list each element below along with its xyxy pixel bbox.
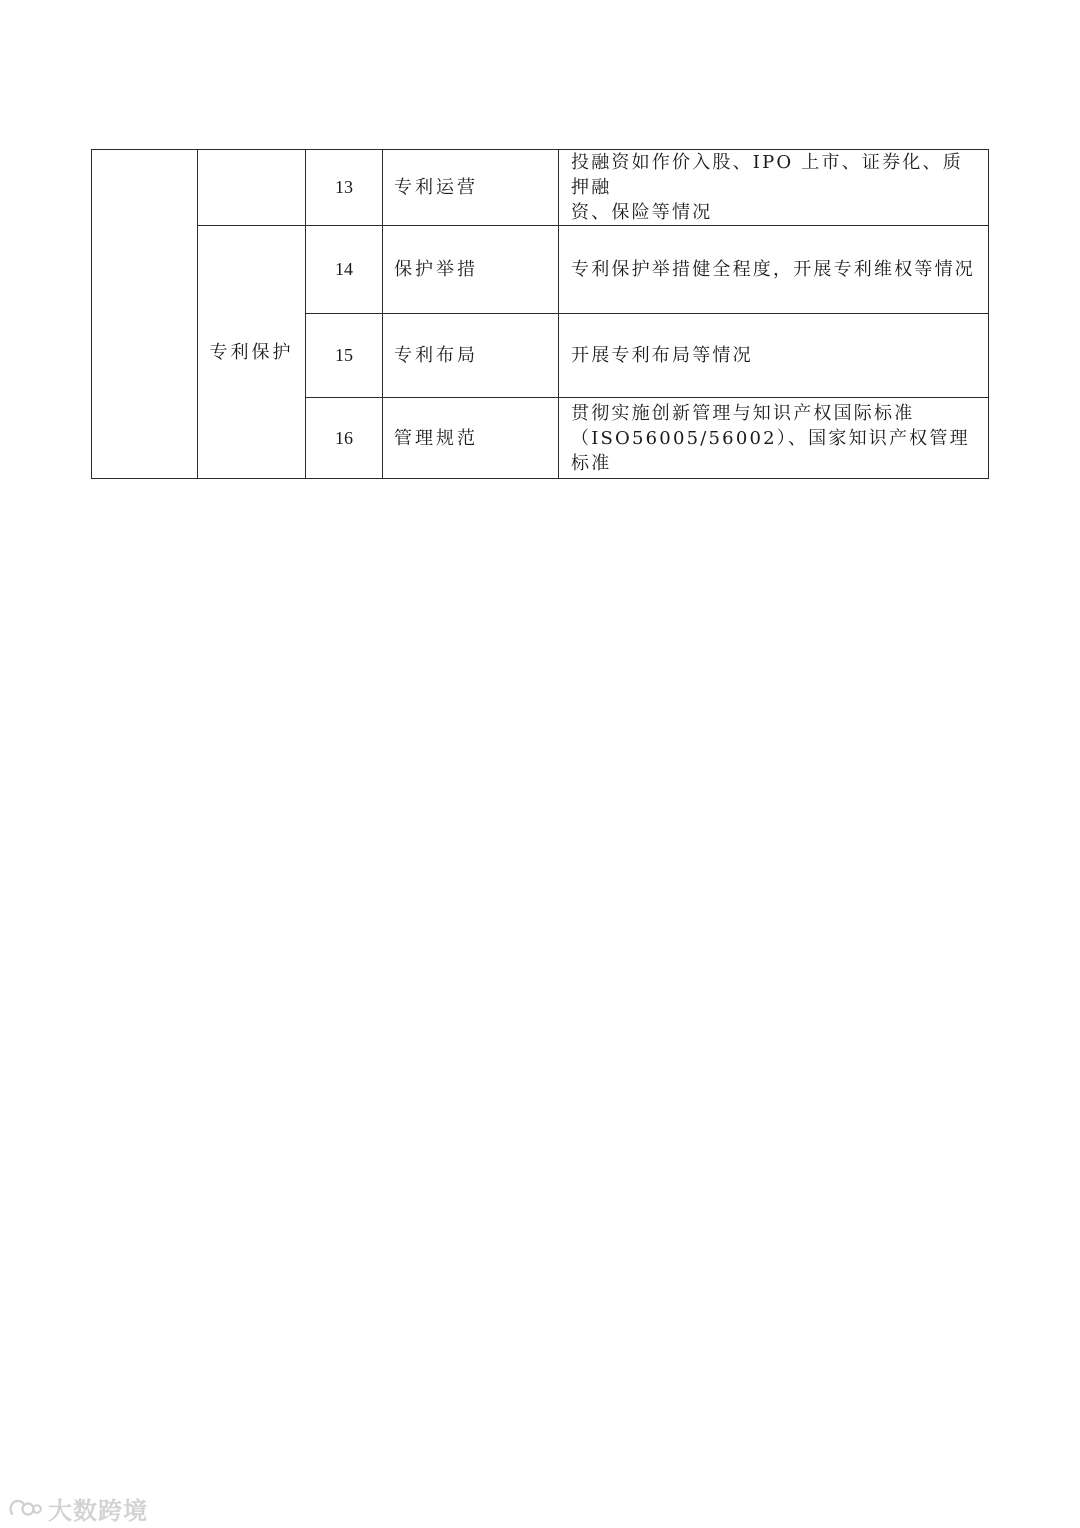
primary-category-cell — [92, 150, 198, 479]
watermark-logo-icon — [8, 1497, 42, 1519]
indicator-name: 专利运营 — [383, 150, 559, 226]
watermark-text: 大数跨境 — [48, 1496, 148, 1525]
table-row — [92, 150, 989, 226]
indicator-name: 专利布局 — [383, 314, 559, 398]
row-number: 13 — [306, 150, 383, 226]
description-line: 专利保护举措健全程度，开展专利维权等情况 — [571, 259, 975, 280]
indicator-table — [91, 149, 989, 479]
watermark — [8, 1488, 148, 1528]
description-line: 资、保险等情况 — [571, 202, 713, 223]
secondary-category-cell: 专利保护 — [198, 226, 306, 479]
indicator-description — [559, 150, 989, 226]
description-line: 贯彻实施创新管理与知识产权国际标准 — [571, 402, 915, 424]
row-number: 14 — [306, 226, 383, 314]
indicator-name: 管理规范 — [383, 398, 559, 479]
row-number: 16 — [306, 398, 383, 479]
indicator-name: 保护举措 — [383, 226, 559, 314]
indicator-description — [559, 398, 989, 479]
indicator-description — [559, 314, 989, 398]
description-line: 开展专利布局等情况 — [571, 345, 753, 366]
description-line: 投融资如作价入股、IPO 上市、证券化、质押融 — [571, 152, 963, 198]
indicator-description — [559, 226, 989, 314]
row-number: 15 — [306, 314, 383, 398]
table-row — [92, 226, 989, 314]
description-line: （ISO56005/56002）、国家知识产权管理标准 — [571, 427, 970, 474]
secondary-category-cell — [198, 150, 306, 226]
